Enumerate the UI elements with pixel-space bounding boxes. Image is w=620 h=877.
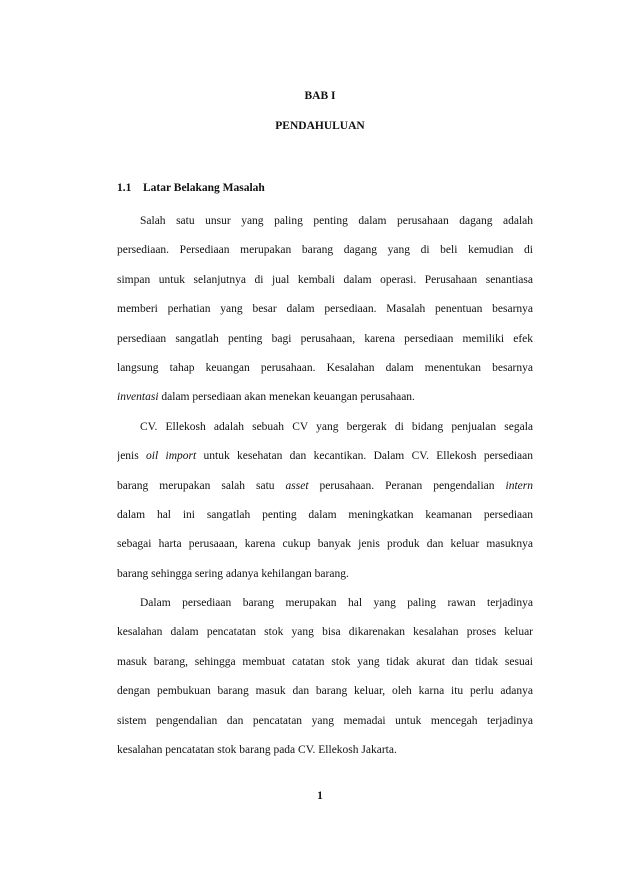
italic-term: intern xyxy=(505,479,533,492)
text-line: langsung tahap keuangan perusahaan. Kesalahan dalam menentukan besarnya xyxy=(117,361,533,374)
text-line: masuk barang, sehingga membuat catatan stok yang tidak akurat dan tidak sesuai xyxy=(117,655,533,668)
section-number: 1.1 xyxy=(117,182,132,194)
text-line xyxy=(117,442,533,471)
text-fragment: perusahaan. Peranan pengendalian xyxy=(308,479,506,492)
italic-term: asset xyxy=(285,479,309,492)
chapter-title: PENDAHULUAN xyxy=(275,120,365,132)
text-line: kesalahan dalam pencatatan stok yang bisa dikarenakan kesalahan proses keluar xyxy=(117,626,533,639)
text-fragment: barang merupakan salah satu xyxy=(117,479,286,492)
paragraph-3 xyxy=(117,589,533,765)
section-title: Latar Belakang Masalah xyxy=(143,182,265,194)
section-heading xyxy=(117,182,265,194)
text-line xyxy=(117,472,533,501)
text-line: sistem pengendalian dan pencatatan yang memadai untuk mencegah terjadinya xyxy=(117,714,533,727)
text-line: persediaan sangatlah penting bagi perusahaan, karena persediaan memiliki efek xyxy=(117,332,533,345)
page-number: 1 xyxy=(317,790,323,802)
text-line: memberi perhatian yang besar dalam persediaan. Masalah penentuan besarnya xyxy=(117,303,533,316)
text-line xyxy=(117,383,533,412)
text-line: barang sehingga sering adanya kehilangan barang. xyxy=(117,567,349,580)
italic-term: oil import xyxy=(146,450,197,463)
paragraph-2 xyxy=(117,413,533,589)
text-line: Dalam persediaan barang merupakan hal yang paling rawan terjadinya xyxy=(140,597,533,610)
text-line: dalam hal ini sangatlah penting dalam meningkatkan keamanan persediaan xyxy=(117,508,533,521)
text-fragment: jenis xyxy=(117,450,147,463)
italic-term: inventasi xyxy=(117,391,159,404)
text-line: CV. Ellekosh adalah sebuah CV yang bergerak di bidang penjualan segala xyxy=(140,420,533,433)
text-line: dengan pembukuan barang masuk dan barang keluar, oleh karna itu perlu adanya xyxy=(117,685,533,698)
text-line: sebagai harta perusaaan, karena cukup banyak jenis produk dan keluar masuknya xyxy=(117,538,533,551)
text-line: Salah satu unsur yang paling penting dalam perusahaan dagang adalah xyxy=(140,215,533,227)
paragraph-1 xyxy=(117,207,533,413)
body-text xyxy=(117,207,533,765)
chapter-number: BAB I xyxy=(304,90,336,102)
text-fragment: untuk kesehatan dan kecantikan. Dalam CV. Ellekosh persediaan xyxy=(196,450,533,463)
text-line: simpan untuk selanjutnya di jual kembali dalam operasi. Perusahaan senantiasa xyxy=(117,273,533,286)
text-line: persediaan. Persediaan merupakan barang dagang yang di beli kemudian di xyxy=(117,244,533,257)
text-line: kesalahan pencatatan stok barang pada CV. Ellekosh Jakarta. xyxy=(117,744,397,757)
text-fragment: dalam persediaan akan menekan keuangan perusahaan. xyxy=(158,391,415,404)
